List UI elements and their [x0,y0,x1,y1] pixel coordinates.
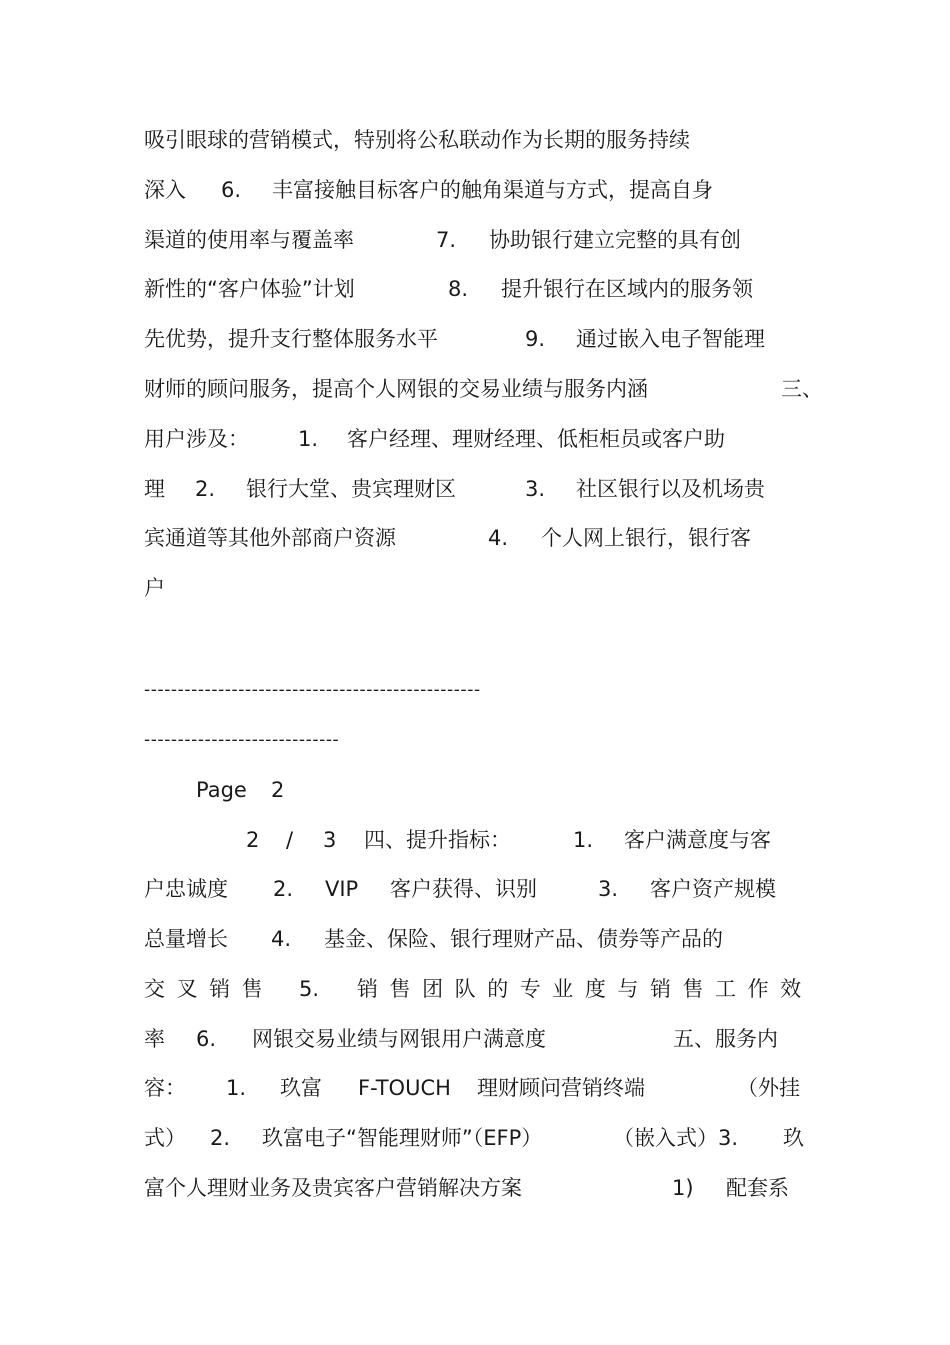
text-segment: 个人网上银行，银行客 [541,526,751,550]
text-segment: 式） [144,1126,186,1150]
text-line [0,974,950,1004]
text-segment: 客户满意度与客 [624,828,771,852]
list-number: 2. [210,1126,231,1150]
text-segment: 客户资产规模 [650,877,776,901]
text-segment: 理财顾问营销终端 [477,1076,645,1100]
list-number: 1) [672,1176,694,1200]
page-total: 3 [323,828,337,852]
section-heading: 四、提升指标： [364,828,511,852]
text-segment: 富个人理财业务及贵宾客户营销解决方案 [144,1176,522,1200]
list-number: 6. [196,1027,217,1051]
list-number: 4. [488,526,509,550]
text-segment: 户忠诚度 [144,877,228,901]
text-line [0,274,950,304]
text-segment: 用户涉及： [144,427,249,451]
text-line [0,324,950,354]
text-line [0,424,950,454]
divider-dashes: ----------------------------- [144,730,340,750]
divider-dashes: -------------------------------------------------- [144,680,481,700]
text-line [0,825,950,855]
text-segment: F-TOUCH [358,1076,451,1100]
text-segment: 吸引眼球的营销模式，特别将公私联动作为长期的服务持续 [144,128,690,152]
list-number: 7. [436,228,457,252]
list-number: 1. [226,1076,247,1100]
divider [0,675,950,705]
section-heading: 三、 [781,377,823,401]
text-segment: 理 [144,477,165,501]
text-segment: 户 [144,576,165,600]
text-segment: 丰富接触目标客户的触角渠道与方式，提高自身 [272,178,713,202]
text-segment: 新性的“客户体验”计划 [144,277,355,301]
list-number: 1. [573,828,594,852]
text-line [0,1123,950,1153]
text-segment: （外挂 [737,1076,800,1100]
page-current: 2 [246,828,260,852]
text-segment: 玖富电子“智能理财师”（EFP） [262,1126,543,1150]
text-segment: 总量增长 [144,927,228,951]
text-segment: VIP [325,877,359,901]
text-segment: 交叉销售 [144,977,275,1001]
text-line [0,125,950,155]
text-segment: 提升银行在区域内的服务领 [501,277,753,301]
text-segment: 先优势，提升支行整体服务水平 [144,327,438,351]
list-number: 2. [273,877,294,901]
text-segment: 协助银行建立完整的具有创 [489,228,741,252]
text-segment: 网银交易业绩与网银用户满意度 [252,1027,546,1051]
text-segment: 配套系 [726,1176,789,1200]
text-segment: 玖 [783,1126,804,1150]
text-line [0,374,950,404]
text-line [0,474,950,504]
divider [0,725,950,755]
text-line [0,175,950,205]
section-heading: 五、服务内 [673,1027,778,1051]
text-segment: 销售团队的专业度与销售工作效 [357,977,813,1001]
text-segment: 宾通道等其他外部商户资源 [144,526,396,550]
text-segment: 客户经理、理财经理、低柜柜员或客户助 [347,427,725,451]
list-number: 4. [271,927,292,951]
text-segment: 玖富 [280,1076,322,1100]
list-number: 2. [195,477,216,501]
text-segment: 渠道的使用率与覆盖率 [144,228,354,252]
text-line [0,874,950,904]
text-segment: 社区银行以及机场贵 [576,477,765,501]
text-segment: 通过嵌入电子智能理 [576,327,765,351]
list-number: 3. [525,477,546,501]
text-line [0,573,950,603]
page-number: 2 [271,778,285,802]
text-segment: 客户获得、识别 [390,877,537,901]
text-line [0,1173,950,1203]
list-number: 6. [221,178,242,202]
list-number: 3. [598,877,619,901]
text-segment: 银行大堂、贵宾理财区 [246,477,456,501]
text-segment: 基金、保险、银行理财产品、债券等产品的 [324,927,723,951]
page-label-text: Page [196,778,247,802]
text-line [0,225,950,255]
text-segment: 率 [144,1027,165,1051]
list-number: 9. [525,327,546,351]
list-number: 5. [299,977,320,1001]
list-number: 1. [298,427,319,451]
page-separator: / [286,828,294,852]
text-line [0,1024,950,1054]
page-label [0,775,950,805]
text-segment: 容： [144,1076,186,1100]
text-segment: （嵌入式）3. [613,1126,739,1150]
text-line [0,1073,950,1103]
text-segment: 财师的顾问服务，提高个人网银的交易业绩与服务内涵 [144,377,648,401]
list-number: 8. [448,277,469,301]
text-segment: 深入 [144,178,186,202]
text-line [0,523,950,553]
text-line [0,924,950,954]
